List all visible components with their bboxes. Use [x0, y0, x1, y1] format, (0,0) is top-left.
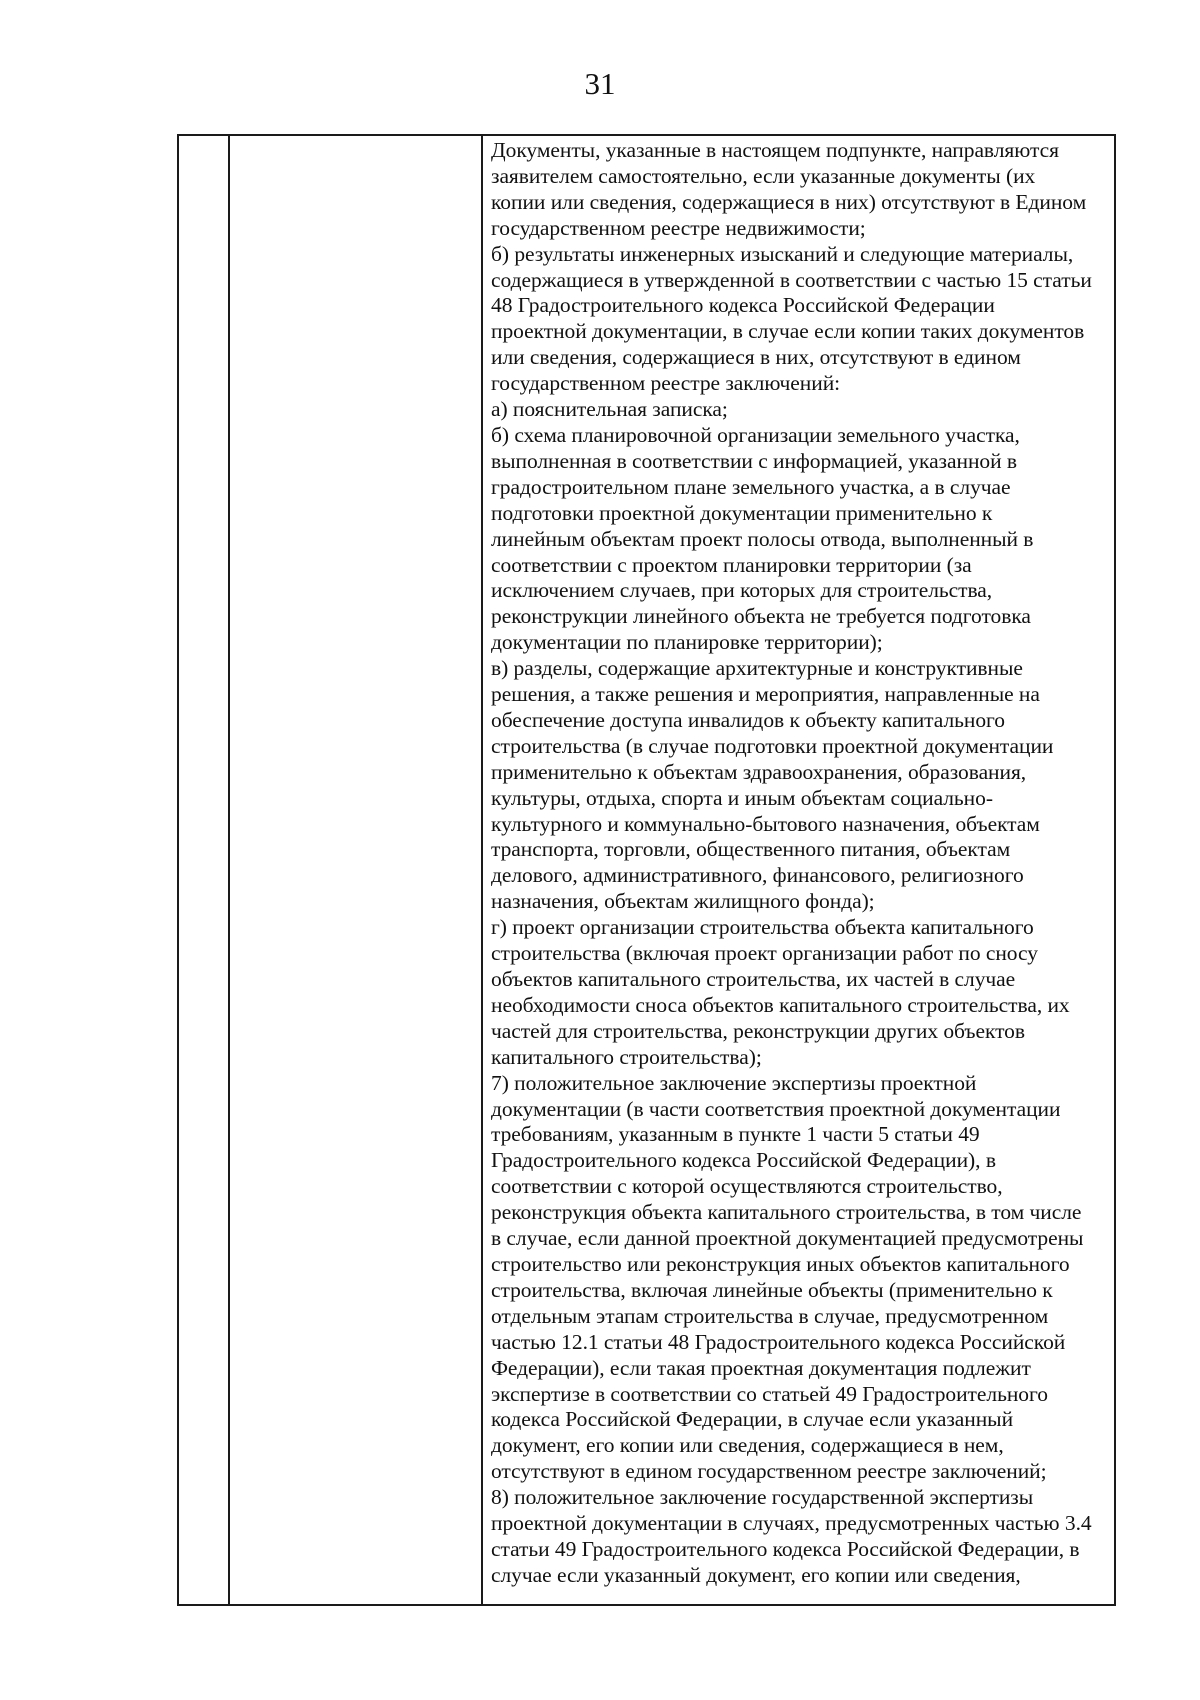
text-line: г) проект организации строительства объекта капитального [491, 915, 1034, 940]
text-line: градостроительном плане земельного участка, а в случае [491, 474, 1011, 499]
text-line: частей для строительства, реконструкции других объектов [491, 1018, 1025, 1043]
text-line: реконструкции линейного объекта не требуется подготовка [491, 604, 1031, 629]
text-line: а) пояснительная записка; [491, 397, 728, 422]
text-line: строительства (включая проект организации работ по сносу [491, 941, 1038, 966]
text-line: отсутствуют в едином государственном реестре заключений; [491, 1459, 1047, 1484]
text-line: реконструкция объекта капитального строительства, в том числе [491, 1200, 1082, 1225]
text-line: 8) положительное заключение государственной экспертизы [491, 1485, 1034, 1510]
text-line: отдельным этапам строительства в случае, предусмотренном [491, 1303, 1049, 1328]
text-line: применительно к объектам здравоохранения, образования, [491, 759, 1027, 784]
text-line: требованиям, указанным в пункте 1 части 5 статьи 49 [491, 1122, 980, 1147]
text-line: соответствии с которой осуществляются строительство, [491, 1174, 1003, 1199]
text-line: капитального строительства); [491, 1044, 762, 1069]
text-line: объектов капитального строительства, их частей в случае [491, 967, 1016, 991]
text-line: государственном реестре заключений: [491, 371, 841, 396]
text-line: подготовки проектной документации применительно к [491, 500, 993, 525]
text-line: экспертизе в соответствии со статьей 49 Градостроительного [491, 1381, 1048, 1406]
text-line: 48 Градостроительного кодекса Российской Федерации [491, 293, 995, 318]
text-line: содержащиеся в утвержденной в соответствии с частью 15 статьи [491, 267, 1092, 292]
text-line: линейным объектам проект полосы отвода, выполненный в [491, 526, 1034, 551]
text-line: государственном реестре недвижимости; [491, 215, 866, 240]
text-line: соответствии с проектом планировки территории (за [491, 552, 972, 577]
text-line: документ, его копии или сведения, содержащиеся в нем, [491, 1433, 1004, 1458]
text-line: или сведения, содержащиеся в них, отсутствуют в едином [491, 345, 1021, 370]
table-column-divider [228, 136, 230, 1604]
text-line: документации (в части соответствия проектной документации [491, 1096, 1061, 1121]
text-line: 7) положительное заключение экспертизы проектной [491, 1070, 977, 1095]
text-line: выполненная в соответствии с информацией, указанной в [491, 448, 1017, 473]
table-column-divider [481, 136, 483, 1604]
text-line: культуры, отдыха, спорта и иным объектам социально- [491, 785, 993, 810]
text-line: проектной документации в случаях, предусмотренных частью 3.4 [491, 1511, 1092, 1536]
text-line: частью 12.1 статьи 48 Градостроительного кодекса Российской [491, 1329, 1066, 1354]
text-line: б) схема планировочной организации земельного участка, [491, 422, 1020, 447]
text-line: б) результаты инженерных изысканий и следующие материалы, [491, 241, 1074, 266]
text-line: решения, а также решения и мероприятия, направленные на [491, 682, 1040, 707]
text-line: Федерации), если такая проектная документация подлежит [491, 1355, 1031, 1380]
text-line: обеспечение доступа инвалидов к объекту капитального [491, 707, 1005, 732]
text-line: Документы, указанные в настоящем подпункте, направляются [491, 138, 1059, 162]
text-line: строительства, включая линейные объекты (применительно к [491, 1277, 1053, 1302]
text-line: Градостроительного кодекса Российской Федерации), в [491, 1148, 996, 1173]
text-line: в) разделы, содержащие архитектурные и конструктивные [491, 656, 1023, 681]
text-line: заявителем самостоятельно, если указанные документы (их [491, 163, 1036, 188]
text-line: документации по планировке территории); [491, 630, 883, 655]
page-number: 31 [584, 66, 616, 101]
text-line: в случае, если данной проектной документацией предусмотрены [491, 1226, 1084, 1251]
text-line: культурного и коммунально-бытового назначения, объектам [491, 811, 1040, 836]
text-line: случае если указанный документ, его копии или сведения, [491, 1562, 1021, 1587]
text-line: исключением случаев, при которых для строительства, [491, 578, 993, 603]
text-line: проектной документации, в случае если копии таких документов [491, 319, 1085, 344]
text-line: строительства (в случае подготовки проектной документации [491, 733, 1054, 758]
text-line: транспорта, торговли, общественного питания, объектам [491, 837, 1011, 862]
document-table [177, 134, 1116, 1606]
text-line: назначения, объектам жилищного фонда); [491, 889, 875, 914]
text-line: строительство или реконструкция иных объектов капитального [491, 1251, 1070, 1276]
text-line: необходимости сноса объектов капитального строительства, их [491, 992, 1070, 1017]
text-line: кодекса Российской Федерации, в случае если указанный [491, 1407, 1014, 1432]
table-text-cell [485, 138, 1110, 1604]
text-line: статьи 49 Градостроительного кодекса Российской Федерации, в [491, 1536, 1080, 1561]
text-line: копии или сведения, содержащиеся в них) отсутствуют в Едином [491, 189, 1087, 214]
text-line: делового, административного, финансового, религиозного [491, 863, 1024, 888]
